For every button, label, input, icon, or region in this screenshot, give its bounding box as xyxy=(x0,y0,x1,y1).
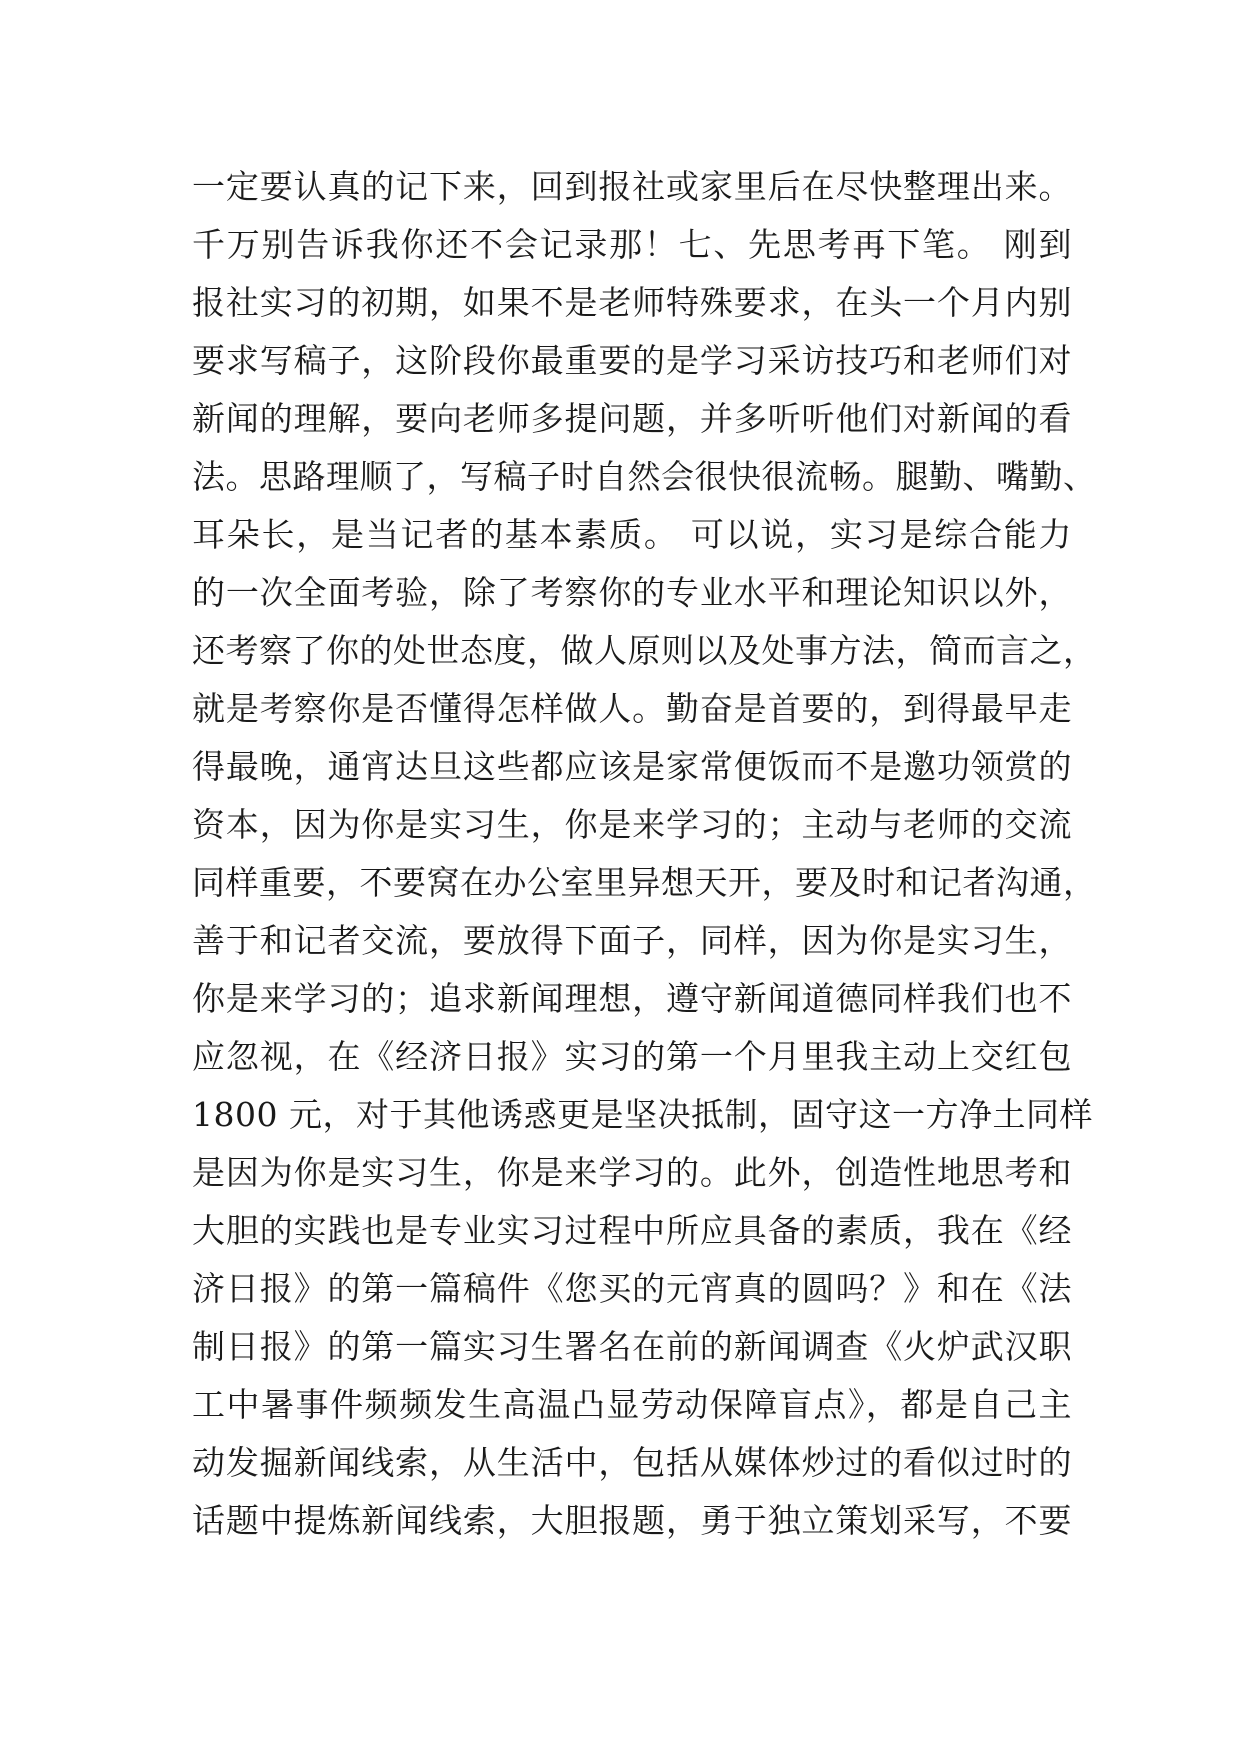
text-line-18: 是因为你是实习生，你是来学习的。此外，创造性地思考和 xyxy=(192,1153,1072,1192)
text-line-22: 工中暑事件频频发生高温凸显劳动保障盲点》，都是自己主 xyxy=(192,1385,1072,1424)
text-line-11: 得最晚，通宵达旦这些都应该是家常便饭而不是邀功领赏的 xyxy=(192,747,1072,786)
text-line-7: 耳朵长，是当记者的基本素质。 可以说，实习是综合能力 xyxy=(192,515,1072,554)
text-line-9: 还考察了你的处世态度，做人原则以及处事方法，简而言之， xyxy=(192,631,1097,670)
text-line-13: 同样重要，不要窝在办公室里异想天开，要及时和记者沟通， xyxy=(192,863,1097,902)
text-line-12: 资本，因为你是实习生，你是来学习的；主动与老师的交流 xyxy=(192,805,1072,844)
text-line-3: 报社实习的初期，如果不是老师特殊要求，在头一个月内别 xyxy=(192,283,1072,322)
text-line-16: 应忽视，在《经济日报》实习的第一个月里我主动上交红包 xyxy=(192,1037,1072,1076)
text-line-19: 大胆的实践也是专业实习过程中所应具备的素质，我在《经 xyxy=(192,1211,1072,1250)
text-line-14: 善于和记者交流，要放得下面子，同样，因为你是实习生， xyxy=(192,921,1072,960)
text-line-21: 制日报》的第一篇实习生署名在前的新闻调查《火炉武汉职 xyxy=(192,1327,1072,1366)
text-line-23: 动发掘新闻线索，从生活中，包括从媒体炒过的看似过时的 xyxy=(192,1443,1072,1482)
text-line-1: 一定要认真的记下来，回到报社或家里后在尽快整理出来。 xyxy=(192,167,1072,206)
body-text xyxy=(192,158,1097,1550)
text-line-15: 你是来学习的；追求新闻理想，遵守新闻道德同样我们也不 xyxy=(192,979,1072,1018)
text-line-4: 要求写稿子，这阶段你最重要的是学习采访技巧和老师们对 xyxy=(192,341,1072,380)
text-line-5: 新闻的理解，要向老师多提问题，并多听听他们对新闻的看 xyxy=(192,399,1072,438)
text-line-20: 济日报》的第一篇稿件《您买的元宵真的圆吗？》和在《法 xyxy=(192,1269,1072,1308)
text-line-2: 千万别告诉我你还不会记录那！七、先思考再下笔。 刚到 xyxy=(192,225,1072,264)
text-line-17: 1800 元，对于其他诱惑更是坚决抵制，固守这一方净土同样 xyxy=(192,1095,1093,1134)
text-line-24: 话题中提炼新闻线索，大胆报题，勇于独立策划采写，不要 xyxy=(192,1501,1072,1540)
text-line-10: 就是考察你是否懂得怎样做人。勤奋是首要的，到得最早走 xyxy=(192,689,1072,728)
text-line-6: 法。思路理顺了，写稿子时自然会很快很流畅。腿勤、嘴勤、 xyxy=(192,457,1097,496)
text-line-8: 的一次全面考验，除了考察你的专业水平和理论知识以外， xyxy=(192,573,1072,612)
